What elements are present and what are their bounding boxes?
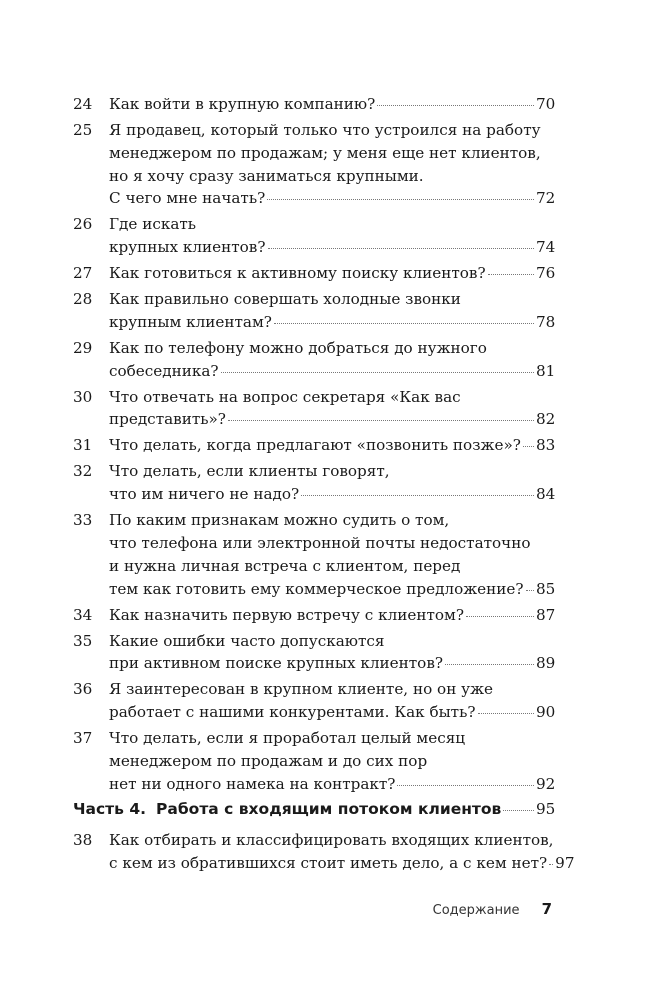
dot-leader	[523, 445, 534, 447]
dot-leader	[377, 104, 534, 106]
table-of-contents-part-4	[73, 829, 575, 875]
entry-last-line	[109, 93, 554, 116]
entry-last-line	[109, 187, 554, 210]
entry-page-number: 78	[536, 312, 556, 331]
entry-title	[109, 460, 554, 506]
entry-page-number: 89	[536, 654, 556, 673]
entry-last-line	[109, 408, 554, 431]
toc-entry	[73, 630, 554, 676]
entry-number: 34	[73, 605, 93, 624]
entry-number: 35	[73, 631, 93, 650]
entry-title-line: представить»?	[109, 410, 226, 429]
entry-title	[109, 386, 554, 432]
entry-page-number: 72	[536, 189, 556, 208]
entry-title	[109, 337, 554, 383]
dot-leader	[526, 589, 534, 591]
entry-title-line: собеседника?	[109, 361, 219, 380]
entry-last-line	[109, 434, 554, 457]
entry-title	[109, 604, 554, 627]
entry-title-line: Как готовиться к активному поиску клиентов?	[109, 264, 486, 283]
entry-title	[109, 93, 554, 116]
entry-title-line: что им ничего не надо?	[109, 485, 300, 504]
entry-last-line	[109, 311, 554, 334]
toc-entry	[73, 93, 554, 116]
entry-title	[109, 727, 554, 795]
entry-last-line	[109, 360, 554, 383]
entry-title	[109, 262, 554, 285]
dot-leader	[503, 809, 534, 811]
dot-leader	[549, 863, 553, 865]
dot-leader	[488, 273, 534, 275]
entry-page-number: 82	[536, 410, 556, 429]
entry-number: 32	[73, 462, 93, 481]
entry-page-number: 70	[536, 95, 556, 113]
entry-last-line	[109, 773, 554, 796]
entry-title-line: нет ни одного намека на контракт?	[109, 774, 396, 793]
entry-title-line: менеджером по продажам; у меня еще нет клиентов,	[109, 143, 541, 162]
entry-title	[109, 678, 554, 724]
entry-last-line	[109, 652, 554, 675]
entry-title-line: Что делать, когда предлагают «позвонить позже»?	[109, 436, 521, 455]
dot-leader	[466, 615, 534, 617]
entry-title-line: при активном поиске крупных клиентов?	[109, 654, 444, 673]
running-footer-section: Содержание	[432, 903, 520, 918]
page-number: 7	[541, 900, 552, 918]
entry-last-line	[109, 852, 573, 875]
toc-entry	[73, 386, 554, 432]
part-name: Работа с входящим потоком клиентов	[156, 800, 502, 818]
entry-number: 31	[73, 436, 93, 455]
page-footer	[0, 900, 552, 918]
entry-title-line: Какие ошибки часто допускаются	[109, 631, 385, 650]
entry-page-number: 87	[536, 605, 556, 624]
entry-last-line	[109, 578, 554, 601]
part-page-number: 95	[536, 800, 556, 818]
entry-title	[109, 829, 573, 875]
entry-title	[109, 119, 554, 210]
entry-page-number: 97	[555, 853, 575, 872]
part-title	[73, 800, 501, 818]
entry-title-line: Как отбирать и классифицировать входящих клиентов,	[109, 831, 554, 849]
table-of-contents	[73, 93, 554, 796]
dot-leader	[301, 494, 534, 496]
entry-title-line: Что отвечать на вопрос секретаря «Как вас	[109, 387, 461, 406]
entry-page-number: 74	[536, 238, 556, 257]
dot-leader	[274, 322, 534, 324]
entry-page-number: 76	[536, 264, 556, 283]
entry-title-line: менеджером по продажам и до сих пор	[109, 751, 428, 770]
toc-entry	[73, 119, 554, 210]
entry-title	[109, 509, 554, 600]
entry-title-line: Как назначить первую встречу с клиентом?	[109, 605, 464, 624]
dot-leader	[478, 712, 535, 714]
entry-number: 26	[73, 215, 93, 234]
entry-number: 24	[73, 95, 93, 113]
entry-number: 36	[73, 680, 93, 699]
dot-leader	[445, 663, 534, 665]
entry-page-number: 81	[536, 361, 556, 380]
entry-title-line: Как войти в крупную компанию?	[109, 95, 376, 113]
toc-entry	[73, 337, 554, 383]
entry-title-line: крупных клиентов?	[109, 238, 266, 257]
entry-page-number: 85	[536, 579, 556, 598]
entry-title-line: и нужна личная встреча с клиентом, перед	[109, 556, 461, 575]
entry-number: 25	[73, 120, 93, 139]
dot-leader	[228, 419, 534, 421]
entry-title-line: крупным клиентам?	[109, 312, 272, 331]
entry-last-line	[109, 262, 554, 285]
toc-entry	[73, 262, 554, 285]
toc-entry	[73, 213, 554, 259]
entry-page-number: 83	[536, 436, 556, 455]
entry-last-line	[109, 604, 554, 627]
dot-leader	[397, 784, 534, 786]
toc-entry	[73, 727, 554, 795]
entry-number: 33	[73, 511, 93, 530]
entry-title-line: По каким признакам можно судить о том,	[109, 511, 450, 530]
entry-title	[109, 434, 554, 457]
part-label: Часть 4.	[73, 800, 147, 818]
entry-title	[109, 630, 554, 676]
entry-title-line: тем как готовить ему коммерческое предложение?	[109, 579, 524, 598]
entry-title	[109, 213, 554, 259]
entry-number: 28	[73, 290, 93, 309]
entry-number: 30	[73, 387, 93, 406]
toc-entry	[73, 509, 554, 600]
entry-number: 38	[73, 831, 93, 849]
entry-number: 27	[73, 264, 93, 283]
dot-leader	[268, 247, 535, 249]
toc-entry	[73, 678, 554, 724]
entry-title-line: работает с нашими конкурентами. Как быть?	[109, 703, 476, 722]
entry-last-line	[109, 236, 554, 259]
dot-leader	[221, 371, 534, 373]
toc-entry	[73, 288, 554, 334]
entry-title-line: Я заинтересован в крупном клиенте, но он уже	[109, 680, 494, 699]
entry-title-line: Как правильно совершать холодные звонки	[109, 290, 461, 309]
entry-title-line: с кем из обратившихся стоит иметь дело, а с кем нет?	[109, 853, 548, 872]
entry-title-line: С чего мне начать?	[109, 189, 266, 208]
entry-page-number: 92	[536, 774, 556, 793]
part-heading	[73, 800, 554, 818]
entry-title-line: Что делать, если клиенты говорят,	[109, 462, 390, 481]
entry-page-number: 90	[536, 703, 556, 722]
entry-title-line: но я хочу сразу заниматься крупными.	[109, 166, 424, 185]
entry-number: 37	[73, 729, 93, 748]
dot-leader	[267, 198, 534, 200]
toc-entry	[73, 434, 554, 457]
entry-title	[109, 288, 554, 334]
entry-title-line: что телефона или электронной почты недостаточно	[109, 534, 531, 553]
entry-title-line: Где искать	[109, 215, 197, 234]
toc-entry	[73, 829, 575, 875]
entry-last-line	[109, 483, 554, 506]
entry-title-line: Я продавец, который только что устроился на работу	[109, 120, 541, 139]
entry-page-number: 84	[536, 485, 556, 504]
entry-last-line	[109, 701, 554, 724]
toc-entry	[73, 604, 554, 627]
entry-title-line: Как по телефону можно добраться до нужного	[109, 338, 487, 357]
toc-entry	[73, 460, 554, 506]
entry-title-line: Что делать, если я проработал целый месяц	[109, 729, 466, 748]
entry-number: 29	[73, 338, 93, 357]
